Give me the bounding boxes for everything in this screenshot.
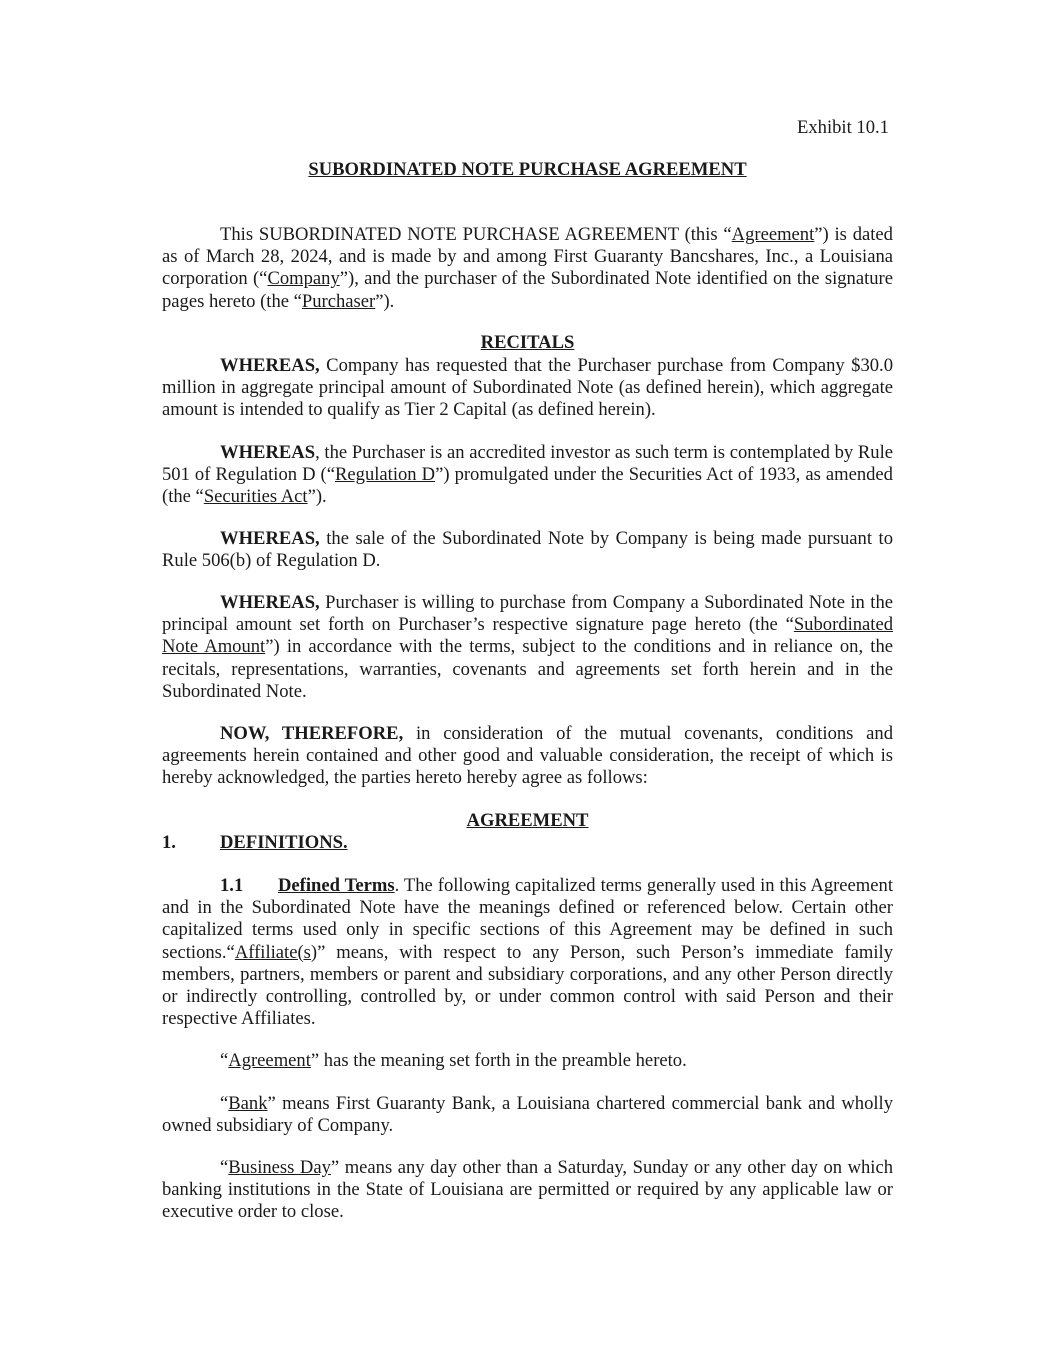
defined-term-agreement: Agreement <box>731 224 815 245</box>
subsection-title: Defined Terms <box>278 875 395 896</box>
defined-term-regulation-d: Regulation D <box>335 464 436 486</box>
recital-paragraph-2: WHEREAS, the Purchaser is an accredited investor as such term is contemplated by Rule 501 of Regulation D (“Regulation D”) promulgated under the Securities Act of 1933, as amended (the “Securities Act”). <box>162 442 893 508</box>
defined-term-agreement-2: Agreement <box>228 1050 311 1071</box>
document-title: SUBORDINATED NOTE PURCHASE AGREEMENT <box>308 159 747 180</box>
recital-paragraph-3: WHEREAS, the sale of the Subordinated Note by Company is being made pursuant to Rule 506(b) of Regulation D. <box>162 528 893 572</box>
recital-paragraph-1: WHEREAS, Company has requested that the Purchaser purchase from Company $30.0 million in aggregate principal amount of Subordinated Note (as defined herein), which aggregate amount is intended to qualify as Tier 2 Capital (as defined herein). <box>162 355 893 421</box>
subsection-1-1-paragraph: 1.1 Defined Terms. The following capitalized terms generally used in this Agreement and in the Subordinated Note have the meanings defined or referenced below. Certain other capitalized terms used only in specific sections of this Agreement may be defined in such sections.“Affiliate(s)” means, with respect to any Person, such Person’s immediate family members, partners, members or parent and subsidiary corporations, and any other Person directly or indirectly controlling, controlled by, or under common control with said Person and their respective Affiliates. <box>162 875 893 1030</box>
defined-term-securities-act: Securities Act <box>203 486 308 508</box>
agreement-heading: AGREEMENT <box>466 810 589 831</box>
recitals-heading: RECITALS <box>480 332 575 353</box>
definition-agreement: “Agreement” has the meaning set forth in the preamble hereto. <box>220 1050 687 1071</box>
now-therefore-paragraph: NOW, THEREFORE, in consideration of the mutual covenants, conditions and agreements herein contained and other good and valuable consideration, the receipt of which is hereby acknowledged, the parties hereto hereby agree as follows: <box>162 723 893 789</box>
defined-term-company: Company <box>267 268 340 290</box>
recital-paragraph-4: WHEREAS, Purchaser is willing to purchase from Company a Subordinated Note in the principal amount set forth on Purchaser’s respective signature page hereto (the “Subordinated Note Amount”) in accordance with the terms, subject to the conditions and in reliance on, the recitals, representations, warranties, covenants and agreements set forth herein and in the Subordinated Note. <box>162 592 893 702</box>
definition-business-day: “Business Day” means any day other than a Saturday, Sunday or any other day on which banking institutions in the State of Louisiana are permitted or required by any applicable law or executive order to close. <box>162 1157 894 1223</box>
section-title: DEFINITIONS. <box>220 832 348 853</box>
section-number: 1. <box>162 832 176 853</box>
defined-term-purchaser: Purchaser <box>301 290 376 312</box>
exhibit-label: Exhibit 10.1 <box>797 117 889 138</box>
defined-term-business-day: Business Day <box>228 1157 331 1178</box>
defined-term-affiliates: Affiliate(s) <box>234 941 318 963</box>
preamble-paragraph: This SUBORDINATED NOTE PURCHASE AGREEMENT (this “Agreement”) is dated as of March 28, 2024, and is made by and among First Guaranty Bancshares, Inc., a Louisiana corporation (“Company”), and the purchaser of the Subordinated Note identified on the signature pages hereto (the “Purchaser”). <box>162 224 893 312</box>
definition-bank: “Bank” means First Guaranty Bank, a Louisiana chartered commercial bank and wholly owned subsidiary of Company. <box>162 1093 893 1137</box>
defined-term-bank: Bank <box>228 1093 268 1114</box>
subsection-number: 1.1 <box>220 875 244 896</box>
defined-term-subordinated-note-amount: Subordinated Note Amount <box>162 614 893 658</box>
